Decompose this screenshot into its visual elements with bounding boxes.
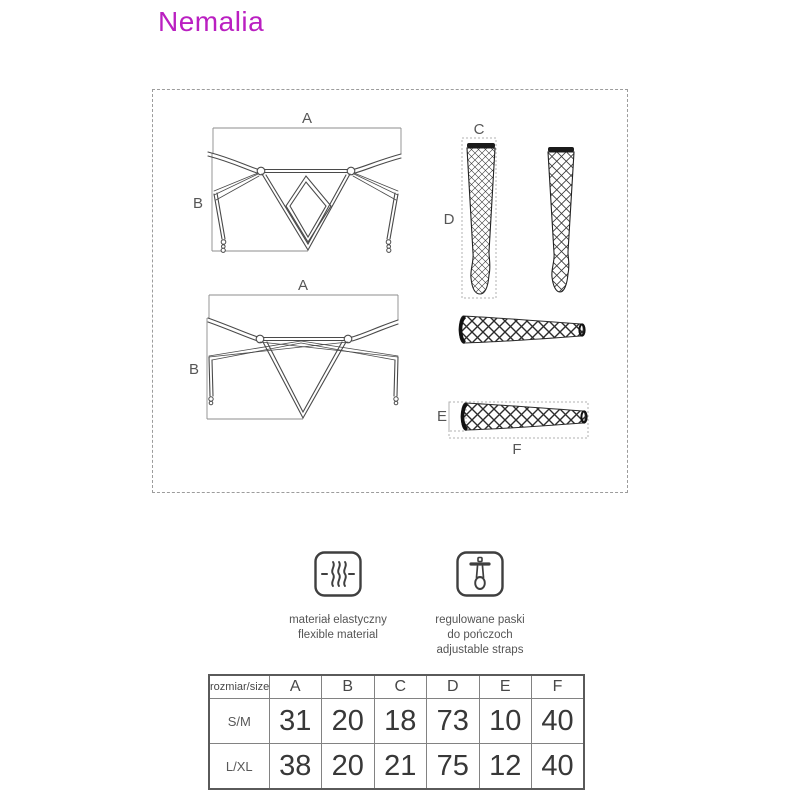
feature-adjustable-straps	[405, 551, 555, 658]
stockings-drawing	[444, 121, 574, 298]
row-label: S/M	[209, 699, 269, 744]
table-row-sm	[209, 699, 584, 744]
feature-elastic-material	[263, 551, 413, 643]
dim-label-f: F	[512, 441, 522, 458]
size-value: 73	[427, 699, 480, 744]
size-value: 75	[427, 744, 480, 790]
garter-strap-icon	[456, 551, 504, 597]
col-header-d: D	[427, 675, 480, 699]
dim-label-d: D	[443, 211, 455, 228]
feature-caption	[263, 613, 413, 643]
size-table-corner: rozmiar/size	[209, 675, 269, 699]
size-value: 20	[322, 699, 375, 744]
size-value: 10	[479, 699, 532, 744]
dim-label-c: C	[473, 121, 485, 138]
dim-label-e: E	[436, 408, 448, 425]
size-value: 40	[532, 744, 585, 790]
cuffs-drawing	[437, 316, 588, 458]
caption-line: flexible material	[298, 629, 378, 641]
row-label: L/XL	[209, 744, 269, 790]
size-value: 12	[479, 744, 532, 790]
col-header-b: B	[322, 675, 375, 699]
size-value: 18	[374, 699, 427, 744]
caption-line: regulowane paski	[435, 614, 525, 626]
col-header-e: E	[479, 675, 532, 699]
caption-line: do pończoch	[447, 629, 513, 641]
size-table-header-row	[209, 675, 584, 699]
caption-line: adjustable straps	[436, 644, 524, 656]
col-header-f: F	[532, 675, 585, 699]
diagram-box	[152, 89, 628, 493]
elastic-material-icon	[314, 551, 362, 597]
size-value: 20	[322, 744, 375, 790]
col-header-c: C	[374, 675, 427, 699]
front-garter-drawing	[193, 110, 401, 252]
feature-caption	[405, 613, 555, 658]
dim-label-a-back: A	[297, 277, 309, 294]
table-row-lxl	[209, 744, 584, 790]
product-title: Nemalia	[158, 6, 265, 37]
size-table	[208, 674, 585, 790]
size-value: 21	[374, 744, 427, 790]
size-value: 31	[269, 699, 322, 744]
dim-label-b-back: B	[188, 361, 200, 378]
size-value: 38	[269, 744, 322, 790]
dim-label-b-front: B	[192, 195, 204, 212]
caption-line: materiał elastyczny	[289, 614, 387, 626]
col-header-a: A	[269, 675, 322, 699]
back-garter-drawing	[189, 277, 398, 419]
technical-drawing-svg	[153, 90, 627, 492]
size-value: 40	[532, 699, 585, 744]
dim-label-a-front: A	[301, 110, 313, 127]
